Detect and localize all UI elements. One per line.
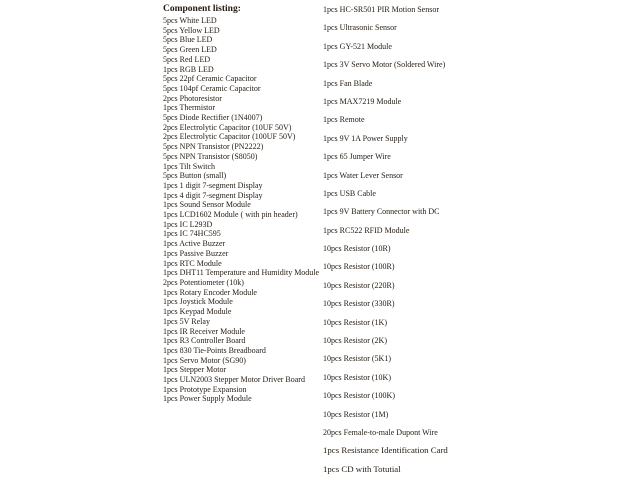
component-item: 10pcs Resistor (2K) xyxy=(323,336,387,346)
component-item: 1pcs CD with Totutial xyxy=(323,463,401,474)
component-item: 1pcs IR Receiver Module xyxy=(163,326,245,336)
component-item: 2pcs Electrolytic Capacitor (10UF 50V) xyxy=(163,122,292,132)
component-item: 5pcs NPN Transistor (S8050) xyxy=(163,151,258,161)
component-item: 1pcs Thermistor xyxy=(163,103,216,113)
component-item: 5pcs Yellow LED xyxy=(163,25,220,35)
component-item: 1pcs 830 Tie-Points Breadboard xyxy=(163,345,266,355)
left-column xyxy=(163,4,321,404)
component-item: 1pcs 9V 1A Power Supply xyxy=(323,133,408,143)
component-item: 1pcs Tilt Switch xyxy=(163,161,216,171)
component-item: 1pcs 5V Relay xyxy=(163,316,210,326)
component-item: 10pcs Resistor (5K1) xyxy=(323,354,391,364)
component-item: 1pcs 1 digit 7-segment Display xyxy=(163,180,263,190)
component-item: 1pcs Keypad Module xyxy=(163,307,232,317)
left-component-list xyxy=(163,16,321,404)
component-item: 1pcs Servo Motor (SG90) xyxy=(163,355,246,365)
component-item: 1pcs USB Cable xyxy=(323,188,376,198)
component-item: 5pcs Green LED xyxy=(163,45,217,55)
component-item: 5pcs 22pf Ceramic Capacitor xyxy=(163,74,257,84)
component-item: 10pcs Resistor (10R) xyxy=(323,244,391,254)
component-item: 10pcs Resistor (100R) xyxy=(323,262,395,272)
component-item: 1pcs Power Supply Module xyxy=(163,394,252,404)
component-item: 1pcs GY-521 Module xyxy=(323,41,392,51)
component-item: 1pcs HC-SR501 PIR Motion Sensor xyxy=(323,5,440,14)
component-item: 1pcs RTC Module xyxy=(163,258,222,268)
component-item: 2pcs Electrolytic Capacitor (100UF 50V) xyxy=(163,132,296,142)
component-item: 1pcs RC522 RFID Module xyxy=(323,225,410,235)
component-item: 1pcs Ultrasonic Sensor xyxy=(323,23,397,33)
component-item: 1pcs Resistance Identification Card xyxy=(323,445,448,456)
component-item: 1pcs MAX7219 Module xyxy=(323,96,402,106)
component-item: 1pcs Passive Buzzer xyxy=(163,248,229,258)
component-item: 1pcs Water Lever Sensor xyxy=(323,170,403,180)
component-item: 1pcs 65 Jumper Wire xyxy=(323,152,391,162)
component-item: 1pcs IC L293D xyxy=(163,219,213,229)
component-item: 5pcs 104pf Ceramic Capacitor xyxy=(163,83,261,93)
right-column xyxy=(323,5,523,483)
component-item: 1pcs ULN2003 Stepper Motor Driver Board xyxy=(163,375,305,385)
component-item: 10pcs Resistor (330R) xyxy=(323,299,395,309)
component-item: 1pcs DHT11 Temperature and Humidity Module xyxy=(163,268,320,278)
component-item: 5pcs Red LED xyxy=(163,54,211,64)
component-item: 10pcs Resistor (220R) xyxy=(323,280,395,290)
component-item: 1pcs Sound Sensor Module xyxy=(163,200,251,210)
component-item: 1pcs RGB LED xyxy=(163,64,214,74)
right-component-list xyxy=(323,5,523,474)
component-item: 1pcs Remote xyxy=(323,115,365,125)
component-item: 1pcs 9V Battery Connector with DC xyxy=(323,207,440,217)
component-item: 1pcs Prototype Expansion xyxy=(163,384,247,394)
component-listing-title: Component listing: xyxy=(163,4,241,14)
component-item: 10pcs Resistor (1M) xyxy=(323,409,389,419)
component-item: 1pcs LCD1602 Module ( with pin header) xyxy=(163,210,298,220)
component-item: 2pcs Potentiometer (10k) xyxy=(163,277,244,287)
component-item: 5pcs Blue LED xyxy=(163,35,213,45)
component-item: 5pcs Diode Rectifier (1N4007) xyxy=(163,113,263,123)
component-item: 10pcs Resistor (1K) xyxy=(323,317,387,327)
component-item: 5pcs Button (small) xyxy=(163,171,227,181)
component-item: 1pcs Fan Blade xyxy=(323,78,373,88)
component-item: 2pcs Photoresistor xyxy=(163,93,222,103)
component-item: 20pcs Female-to-male Dupont Wire xyxy=(323,427,438,437)
component-item: 10pcs Resistor (10K) xyxy=(323,372,391,382)
component-item: 1pcs Stepper Motor xyxy=(163,365,227,375)
component-item: 1pcs IC 74HC595 xyxy=(163,229,221,239)
component-item: 1pcs Rotary Encoder Module xyxy=(163,287,257,297)
component-item: 10pcs Resistor (100K) xyxy=(323,391,395,401)
component-item: 1pcs 3V Servo Motor (Soldered Wire) xyxy=(323,60,446,70)
component-item: 1pcs 4 digit 7-segment Display xyxy=(163,190,263,200)
component-item: 1pcs R3 Controller Board xyxy=(163,336,246,346)
component-item: 1pcs Joystick Module xyxy=(163,297,233,307)
component-item: 1pcs Active Buzzer xyxy=(163,239,226,249)
component-item: 5pcs White LED xyxy=(163,16,217,25)
component-item: 5pcs NPN Transistor (PN2222) xyxy=(163,142,264,152)
